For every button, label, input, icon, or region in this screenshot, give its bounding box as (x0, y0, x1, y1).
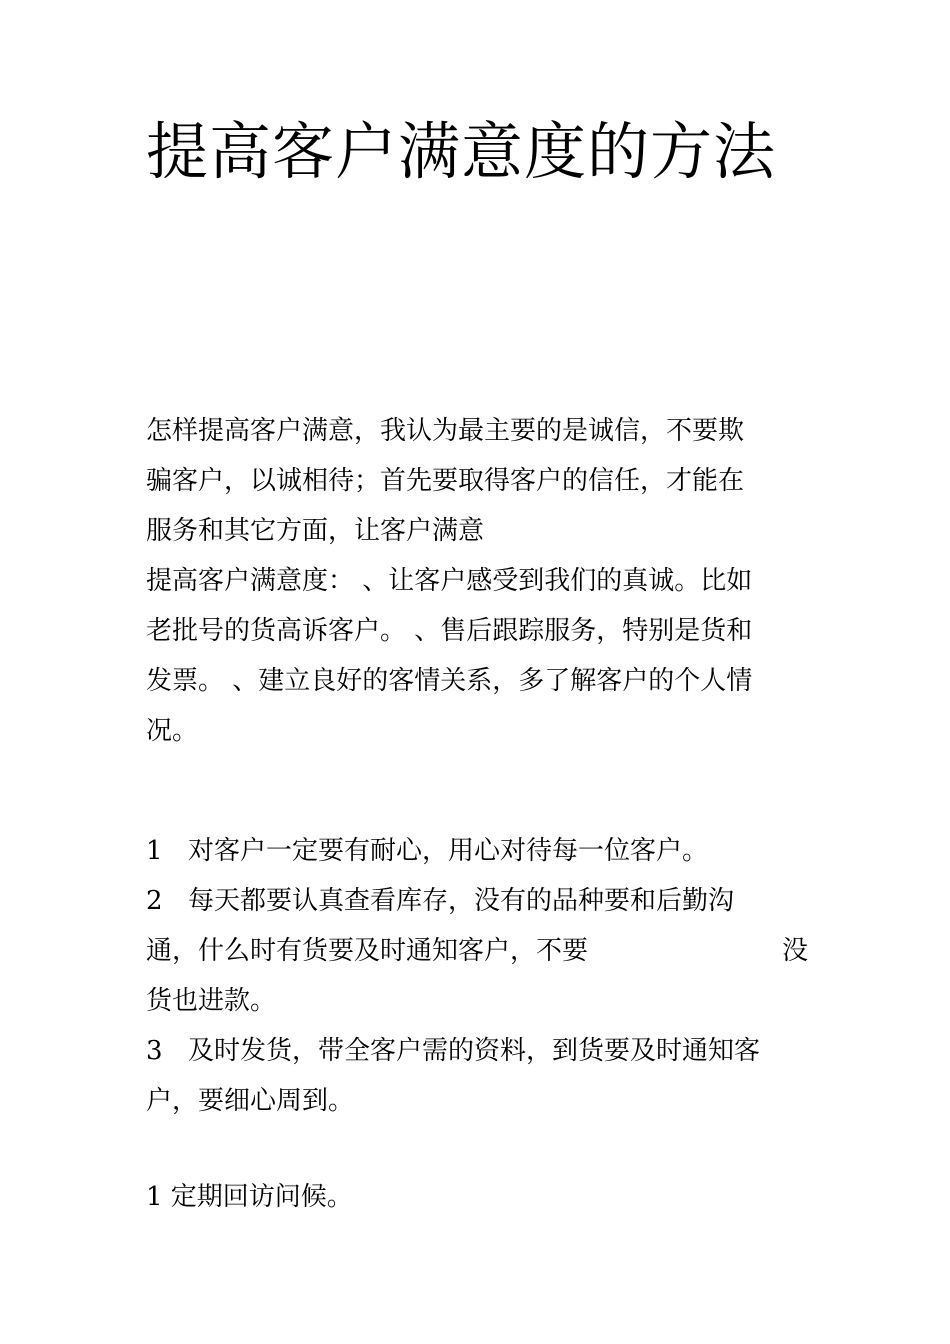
list-item (146, 1026, 808, 1076)
intro-line-3: 服务和其它方面，让客户满意 (146, 516, 485, 546)
intro-line-7: 况。 (146, 716, 199, 746)
list-item: 1 定期回访问候。 (146, 1182, 353, 1212)
intro-line-2: 骗客户，以诚相待；首先要取得客户的信任，才能在 (146, 466, 745, 496)
numbered-list-b (146, 1172, 808, 1222)
list-item (146, 876, 808, 926)
intro-line-6: 发票。 、建立良好的客情关系，多了解客户的个人情 (146, 666, 753, 696)
list-item-continuation (146, 926, 808, 976)
intro-line-1: 怎样提高客户满意，我认为最主要的是诚信，不要欺 (146, 416, 745, 446)
numbered-list-a (146, 826, 808, 1126)
list-item-continuation: 货也进款。 (146, 986, 277, 1016)
list-item-number: 1 (146, 836, 163, 866)
intro-line-5: 老批号的货高诉客户。 、售后跟踪服务，特别是货和 (146, 616, 753, 646)
list-item-text: 及时发货，带全客户需的资料，到货要及时通知客 (188, 1036, 761, 1066)
list-item-text-left: 通，什么时有货要及时通知客户，不要 (146, 936, 589, 966)
list-item (146, 826, 808, 876)
list-item-text: 对客户一定要有耐心，用心对待每一位客户。 (188, 836, 709, 866)
intro-paragraph (146, 406, 808, 756)
list-item-number: 3 (146, 1036, 163, 1066)
list-item-text-right: 没 (781, 936, 808, 966)
document-title: 提高客户满意度的方法 (146, 115, 777, 188)
list-item-text: 每天都要认真查看库存，没有的品种要和后勤沟 (188, 886, 735, 916)
intro-line-4: 提高客户满意度： 、让客户感受到我们的真诚。比如 (146, 566, 753, 596)
list-item-continuation: 户，要细心周到。 (146, 1086, 355, 1116)
list-item-number: 2 (146, 886, 163, 916)
